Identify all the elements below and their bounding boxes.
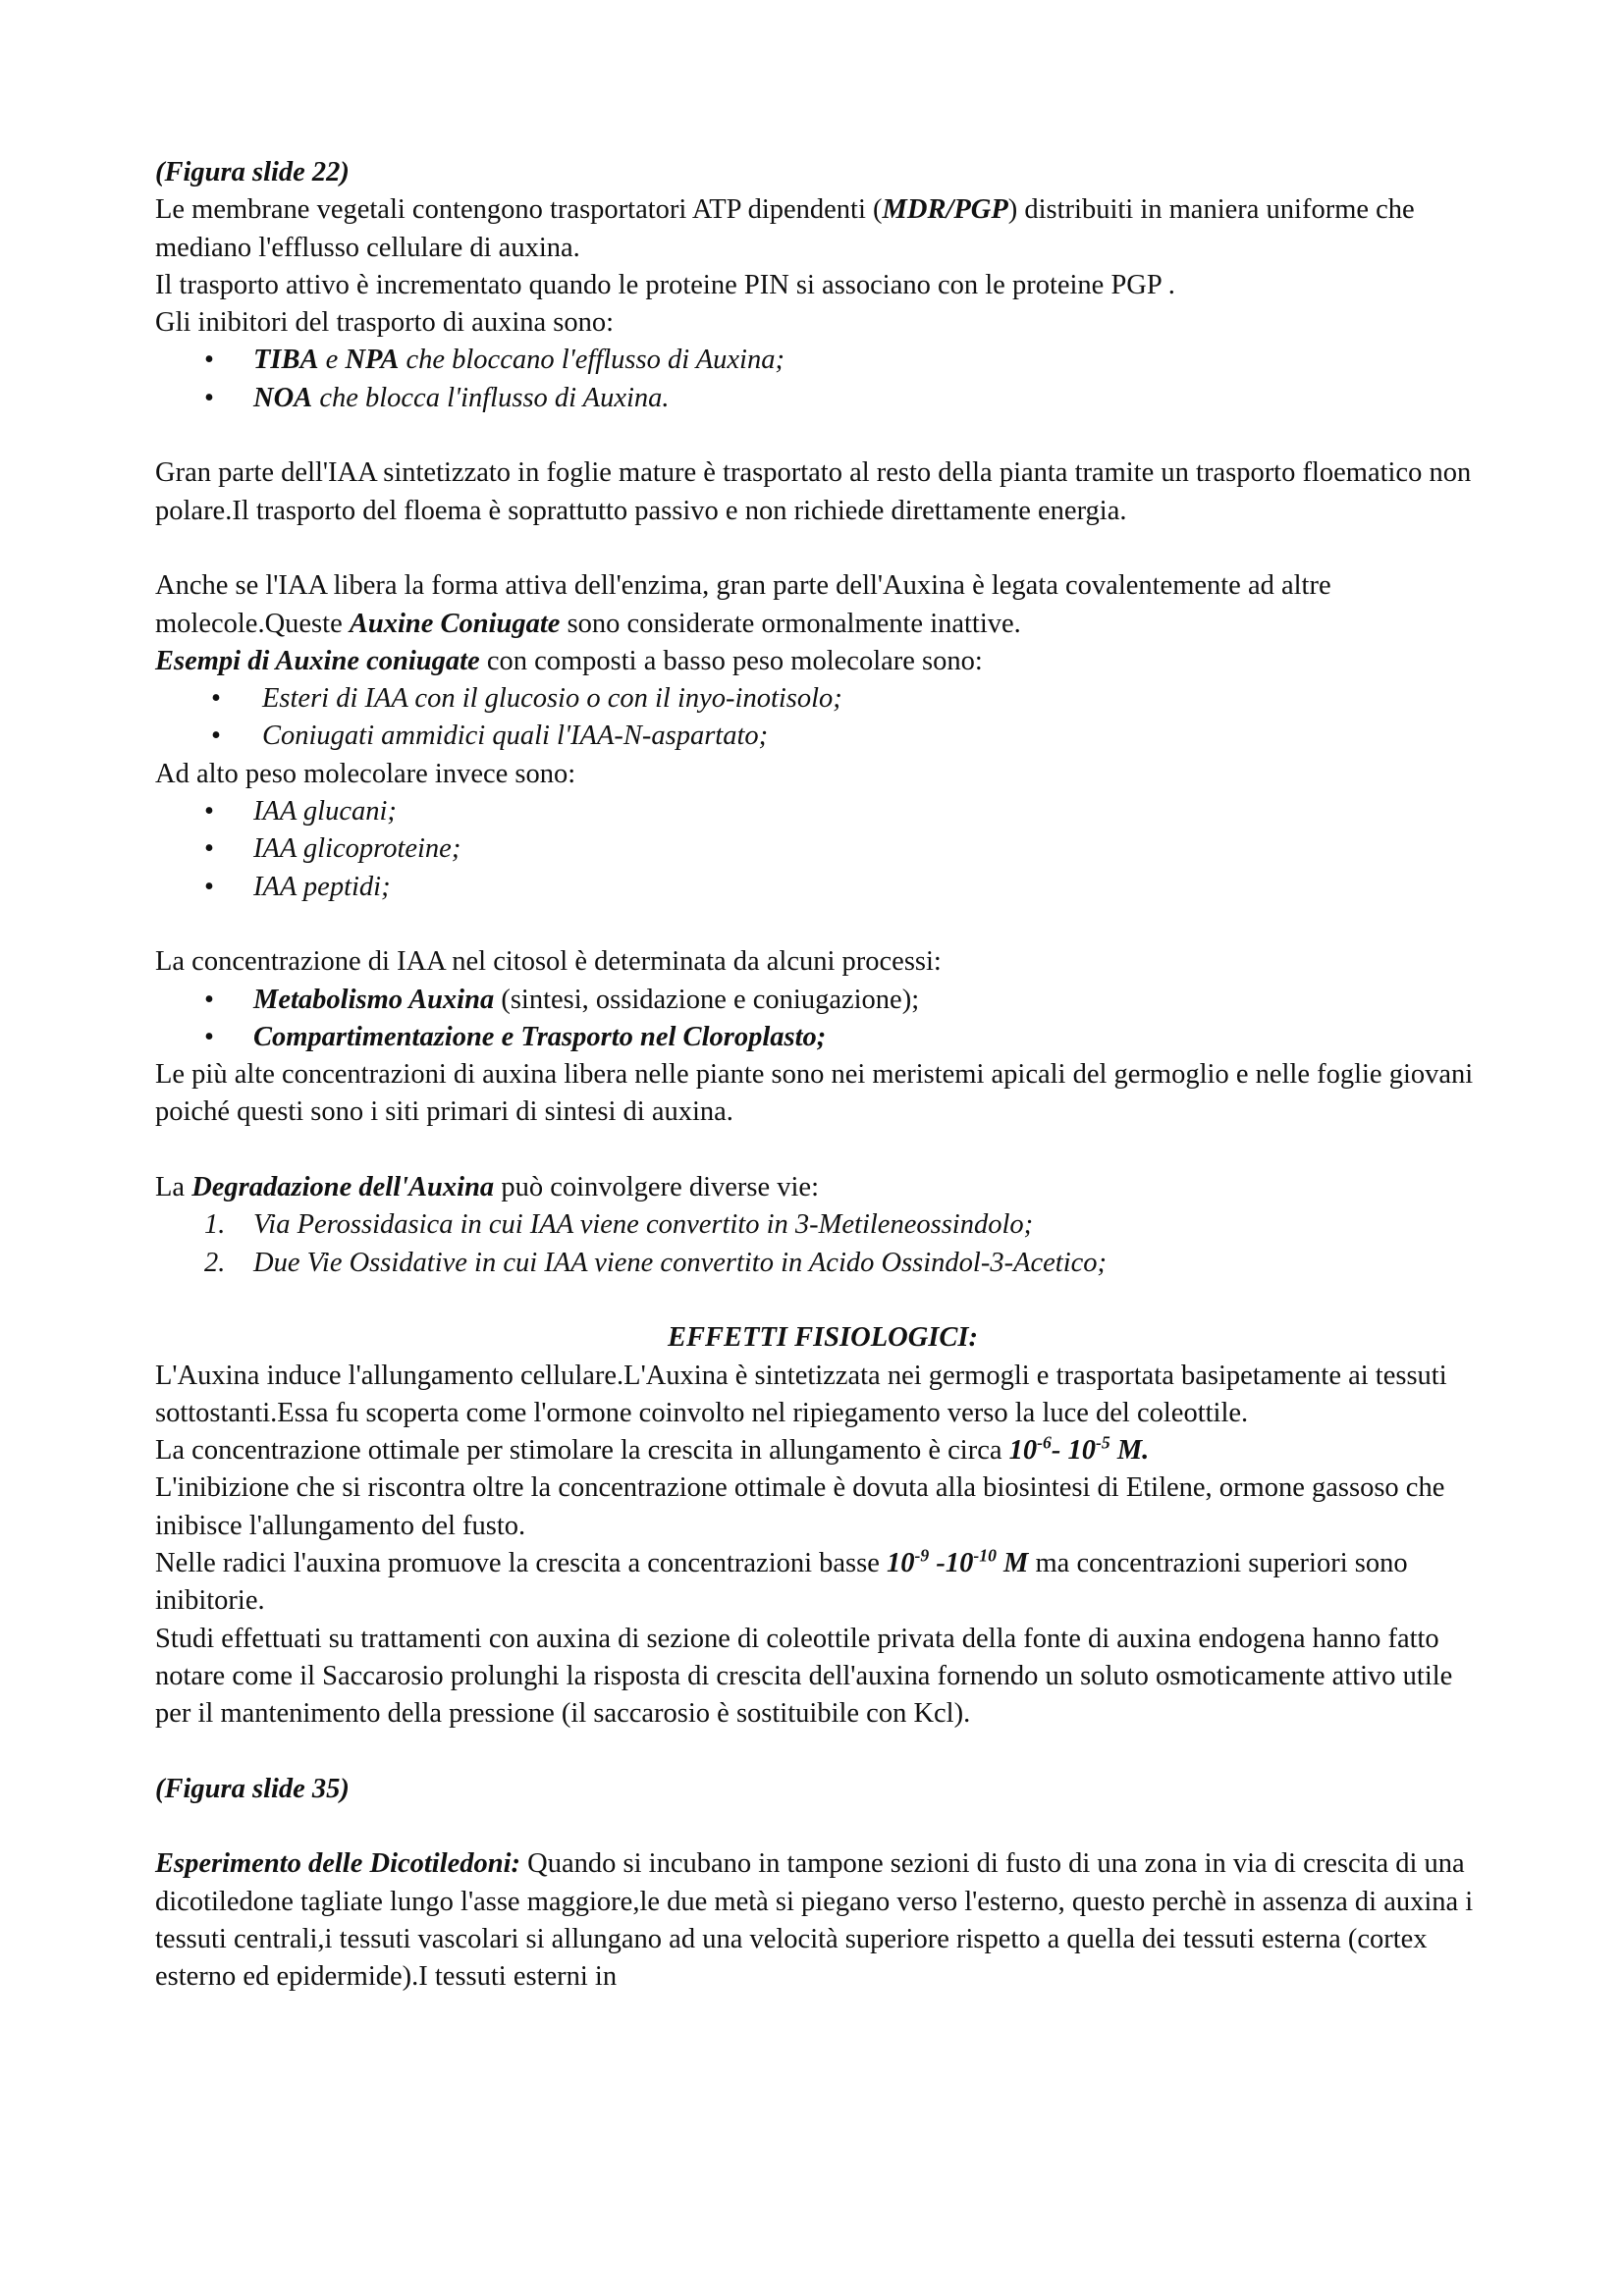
low-weight-list — [155, 680, 1490, 756]
section-heading: EFFETTI FISIOLOGICI: — [668, 1322, 978, 1354]
paragraph: Esempi di Auxine coniugate con composti a basso peso molecolare sono: — [155, 645, 983, 676]
paragraph: Nelle radici l'auxina promuove la crescita a concentrazioni basse $10^{-9}$ $-10^{-10}$ M ma concentrazioni superiori sono inibitorie. — [155, 1545, 1408, 1617]
paragraph: Le membrane vegetali contengono trasportatori ATP dipendenti (MDR/PGP) distribuiti in maniera uniforme che mediano l'efflusso cellulare di auxina. — [155, 194, 1415, 263]
paragraph: Ad alto peso molecolare invece sono: — [155, 758, 576, 789]
paragraph: Studi effettuati su trattamenti con auxina di sezione di coleottile privata della fonte di auxina endogena hanno fatto notare come il Saccarosio prolunghi la risposta di crescita dell'auxina fornendo un soluto osmoticamente attivo utile per il mantenimento della pressione (il saccarosio è sostituibile con Kcl). — [155, 1623, 1453, 1730]
paragraph: Gli inibitori del trasporto di auxina sono: — [155, 307, 615, 339]
list-item: • Compartimentazione e Trasporto nel Cloroplasto; — [155, 1019, 1490, 1056]
paragraph: Esperimento delle Dicotiledoni: Quando si incubano in tampone sezioni di fusto di una zona in via di crescita di una dicotiledone tagliate lungo l'asse maggiore,le due metà si piegano verso l'esterno, questo perchè in assenza di auxina i tessuti centrali,i tessuti vascolari si allungano ad una velocità superiore rispetto a quella dei tessuti esterna (cortex esterno ed epidermide).I tessuti esterni in — [155, 1848, 1474, 1993]
list-item: • IAA glucani; — [155, 793, 1490, 830]
paragraph: Gran parte dell'IAA sintetizzato in foglie mature è trasportato al resto della pianta tramite un trasporto floematico non polare.Il trasporto del floema è soprattutto passivo e non richiede direttamente energia. — [155, 457, 1472, 526]
paragraph: La concentrazione ottimale per stimolare la crescita in allungamento è circa $10^{-6}-$ $10^{-5}$ M. — [155, 1432, 1150, 1467]
list-item: • NOA che blocca l'influsso di Auxina. — [155, 380, 1490, 417]
processes-list — [155, 982, 1490, 1057]
list-item: • TIBA e NPA che bloccano l'efflusso di Auxina; — [155, 342, 1490, 379]
high-weight-list — [155, 793, 1490, 906]
paragraph: L'Auxina induce l'allungamento cellulare.L'Auxina è sintetizzata nei germogli e trasportata basipetamente ai tessuti sottostanti.Essa fu scoperta come l'ormone coinvolto nel ripiegamento verso la luce del coleottile. — [155, 1360, 1447, 1428]
list-item: • Esteri di IAA con il glucosio o con il inyo-inotisolo; — [155, 680, 1490, 718]
paragraph: La concentrazione di IAA nel citosol è determinata da alcuni processi: — [155, 946, 942, 978]
figure-caption: (Figura slide 22) — [155, 157, 350, 187]
figure-caption: (Figura slide 35) — [155, 1773, 350, 1804]
paragraph: Anche se l'IAA libera la forma attiva dell'enzima, gran parte dell'Auxina è legata covalentemente ad altre molecole.Queste Auxine Coniugate sono considerate ormonalmente inattive. — [155, 570, 1331, 639]
list-item: • IAA glicoproteine; — [155, 830, 1490, 868]
document-body — [155, 154, 1490, 1997]
list-item: • Metabolismo Auxina (sintesi, ossidazione e coniugazione); — [155, 982, 1490, 1019]
list-item: • IAA peptidi; — [155, 869, 1490, 906]
list-item: • Coniugati ammidici quali l'IAA-N-aspartato; — [155, 718, 1490, 755]
paragraph: La Degradazione dell'Auxina può coinvolgere diverse vie: — [155, 1172, 819, 1203]
list-item: 2. Due Vie Ossidative in cui IAA viene convertito in Acido Ossindol-3-Acetico; — [204, 1247, 1107, 1278]
paragraph: Il trasporto attivo è incrementato quando le proteine PIN si associano con le proteine PGP . — [155, 269, 1175, 300]
pathways-list — [155, 1206, 1490, 1282]
paragraph: Le più alte concentrazioni di auxina libera nelle piante sono nei meristemi apicali del germoglio e nelle foglie giovani poiché questi sono i siti primari di sintesi di auxina. — [155, 1059, 1474, 1128]
list-item: 1. Via Perossidasica in cui IAA viene convertito in 3-Metileneossindolo; — [204, 1209, 1034, 1241]
paragraph: L'inibizione che si riscontra oltre la concentrazione ottimale è dovuta alla biosintesi di Etilene, ormone gassoso che inibisce l'allungamento del fusto. — [155, 1472, 1445, 1541]
inhibitors-list — [155, 342, 1490, 417]
